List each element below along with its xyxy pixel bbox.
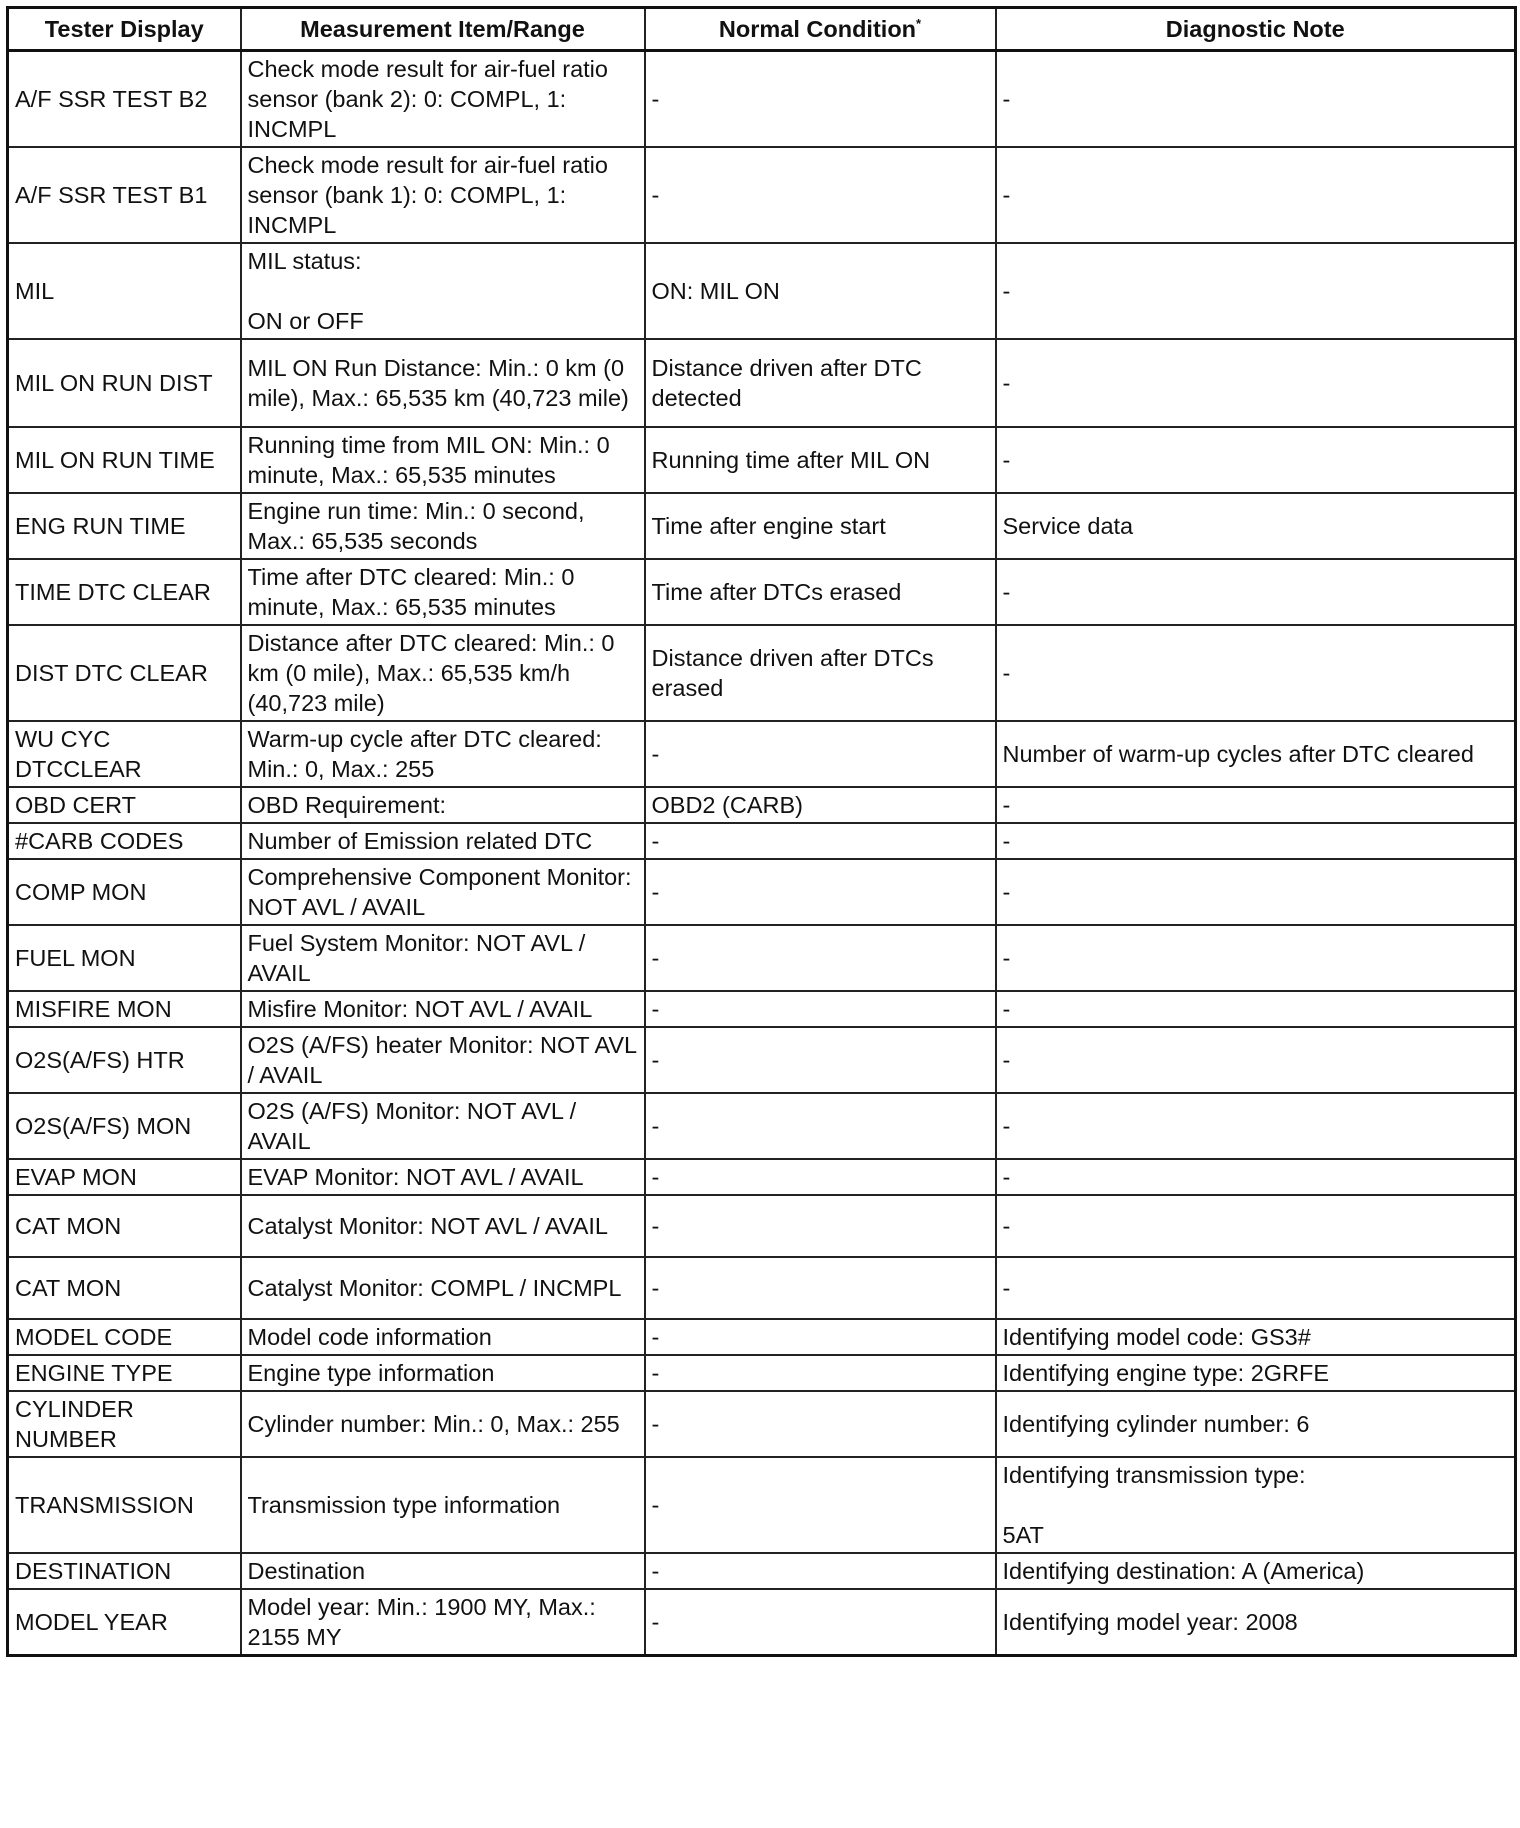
cell-normal-condition (645, 1195, 996, 1257)
cell-measurement-range (241, 1589, 645, 1656)
cell-normal-condition (645, 1391, 996, 1457)
cell-diagnostic-note (996, 51, 1516, 148)
cell-measurement-range-text: Warm-up cycle after DTC cleared: Min.: 0, Max.: 255 (247, 726, 602, 782)
cell-measurement-range-text: O2S (A/FS) heater Monitor: NOT AVL / AVAIL (247, 1032, 637, 1088)
cell-diagnostic-note-text: - (1002, 370, 1011, 396)
cell-measurement-range-text: Running time from MIL ON: Min.: 0 minute, Max.: 65,535 minutes (247, 432, 610, 488)
header-normal-condition (645, 8, 996, 51)
table-row (8, 925, 1516, 991)
cell-measurement-range-text: Engine type information (247, 1360, 495, 1386)
cell-normal-condition-text: Running time after MIL ON (651, 447, 931, 473)
cell-normal-condition-text: ON: MIL ON (651, 278, 780, 304)
cell-diagnostic-note-text: - (1002, 86, 1011, 112)
table-row (8, 625, 1516, 721)
cell-measurement-range-text: Misfire Monitor: NOT AVL / AVAIL (247, 996, 593, 1022)
header-tester-display: Tester Display (8, 8, 241, 51)
cell-measurement-range (241, 147, 645, 243)
cell-tester-display-text: WU CYC DTCCLEAR (15, 726, 142, 782)
cell-measurement-range (241, 1355, 645, 1391)
cell-measurement-range-text: Model year: Min.: 1900 MY, Max.: 2155 MY (247, 1594, 596, 1650)
cell-normal-condition (645, 339, 996, 427)
cell-diagnostic-note-text: - (1002, 447, 1011, 473)
cell-normal-condition (645, 859, 996, 925)
cell-tester-display (8, 925, 241, 991)
cell-measurement-range (241, 493, 645, 559)
cell-diagnostic-note-text: - (1002, 182, 1011, 208)
cell-tester-display-text: OBD CERT (15, 792, 136, 818)
cell-tester-display (8, 1391, 241, 1457)
cell-normal-condition-text: - (651, 1213, 660, 1239)
table-header-row (8, 8, 1516, 51)
cell-tester-display (8, 1457, 241, 1553)
cell-tester-display (8, 1589, 241, 1656)
table-row (8, 493, 1516, 559)
cell-measurement-range (241, 1195, 645, 1257)
cell-normal-condition-text: Distance driven after DTC detected (651, 355, 922, 411)
cell-measurement-range (241, 243, 645, 339)
footnote-mark: * (916, 16, 922, 32)
cell-tester-display-text: EVAP MON (15, 1164, 137, 1190)
table-row (8, 1319, 1516, 1355)
cell-diagnostic-note-text: - (1002, 1213, 1011, 1239)
cell-diagnostic-note-text: Identifying destination: A (America) (1002, 1558, 1365, 1584)
cell-tester-display (8, 721, 241, 787)
table-row (8, 51, 1516, 148)
cell-measurement-range (241, 339, 645, 427)
cell-measurement-range (241, 1257, 645, 1319)
cell-diagnostic-note (996, 559, 1516, 625)
cell-diagnostic-note-text: - (1002, 579, 1011, 605)
cell-diagnostic-note-text: Service data (1002, 513, 1134, 539)
cell-diagnostic-note (996, 493, 1516, 559)
cell-normal-condition-text: - (651, 1164, 660, 1190)
cell-tester-display-text: O2S(A/FS) MON (15, 1113, 192, 1139)
cell-normal-condition-text: - (651, 1360, 660, 1386)
cell-diagnostic-note-text: Identifying model code: GS3# (1002, 1324, 1311, 1350)
cell-normal-condition (645, 1159, 996, 1195)
cell-measurement-range (241, 559, 645, 625)
cell-diagnostic-note-text: - (1002, 828, 1011, 854)
cell-diagnostic-note (996, 625, 1516, 721)
cell-diagnostic-note (996, 1355, 1516, 1391)
cell-tester-display (8, 427, 241, 493)
cell-normal-condition-text: - (651, 1411, 660, 1437)
table-row (8, 147, 1516, 243)
cell-normal-condition (645, 51, 996, 148)
cell-diagnostic-note-text: - (1002, 879, 1011, 905)
cell-diagnostic-note (996, 427, 1516, 493)
cell-normal-condition-text: - (651, 1492, 660, 1518)
cell-tester-display-text: #CARB CODES (15, 828, 184, 854)
cell-measurement-range (241, 859, 645, 925)
cell-diagnostic-note-text: - (1002, 1047, 1011, 1073)
cell-tester-display (8, 625, 241, 721)
cell-diagnostic-note (996, 1589, 1516, 1656)
cell-diagnostic-note (996, 1027, 1516, 1093)
cell-measurement-range-text: O2S (A/FS) Monitor: NOT AVL / AVAIL (247, 1098, 577, 1154)
cell-normal-condition (645, 1319, 996, 1355)
cell-normal-condition-text: OBD2 (CARB) (651, 792, 803, 818)
cell-tester-display-text: TIME DTC CLEAR (15, 579, 211, 605)
cell-tester-display-text: MIL ON RUN DIST (15, 370, 213, 396)
cell-normal-condition (645, 559, 996, 625)
cell-measurement-range (241, 787, 645, 823)
cell-normal-condition (645, 925, 996, 991)
cell-diagnostic-note-text: - (1002, 278, 1011, 304)
cell-measurement-range-text: Distance after DTC cleared: Min.: 0 km (0 mile), Max.: 65,535 km/h (40,723 mile) (247, 630, 615, 716)
cell-measurement-range (241, 1553, 645, 1589)
cell-normal-condition-text: - (651, 86, 660, 112)
cell-tester-display (8, 243, 241, 339)
table-row (8, 1391, 1516, 1457)
cell-diagnostic-note (996, 925, 1516, 991)
cell-normal-condition-text: - (651, 945, 660, 971)
cell-tester-display-text: TRANSMISSION (15, 1492, 194, 1518)
table-row (8, 1159, 1516, 1195)
cell-normal-condition (645, 787, 996, 823)
cell-normal-condition-text: - (651, 1113, 660, 1139)
cell-normal-condition-text: Time after DTCs erased (651, 579, 902, 605)
cell-normal-condition-text: - (651, 828, 660, 854)
cell-measurement-range (241, 823, 645, 859)
cell-diagnostic-note (996, 1159, 1516, 1195)
cell-normal-condition-text: - (651, 182, 660, 208)
cell-tester-display-text: CAT MON (15, 1213, 122, 1239)
data-list-table (6, 6, 1517, 1657)
cell-normal-condition (645, 493, 996, 559)
cell-tester-display (8, 1319, 241, 1355)
cell-measurement-range-text: Model code information (247, 1324, 492, 1350)
cell-diagnostic-note-text: - (1002, 945, 1011, 971)
cell-tester-display (8, 51, 241, 148)
cell-tester-display-text: MIL ON RUN TIME (15, 447, 215, 473)
cell-diagnostic-note (996, 243, 1516, 339)
cell-measurement-range (241, 991, 645, 1027)
cell-diagnostic-note (996, 147, 1516, 243)
cell-diagnostic-note (996, 1553, 1516, 1589)
cell-diagnostic-note-text: - (1002, 1275, 1011, 1301)
cell-diagnostic-note-text: Identifying model year: 2008 (1002, 1609, 1298, 1635)
cell-tester-display (8, 1159, 241, 1195)
cell-tester-display (8, 559, 241, 625)
cell-diagnostic-note-text: - (1002, 792, 1011, 818)
cell-diagnostic-note (996, 1093, 1516, 1159)
cell-tester-display (8, 1195, 241, 1257)
cell-measurement-range-text: Check mode result for air-fuel ratio sensor (bank 2): 0: COMPL, 1: INCMPL (247, 56, 608, 142)
table-row (8, 859, 1516, 925)
header-measurement-item: Measurement Item/Range (241, 8, 645, 51)
cell-tester-display-text: O2S(A/FS) HTR (15, 1047, 185, 1073)
cell-tester-display-text: MISFIRE MON (15, 996, 172, 1022)
cell-diagnostic-note (996, 991, 1516, 1027)
cell-tester-display-text: DESTINATION (15, 1558, 172, 1584)
cell-normal-condition (645, 991, 996, 1027)
cell-normal-condition (645, 625, 996, 721)
cell-measurement-range (241, 1319, 645, 1355)
cell-diagnostic-note-text: Identifying engine type: 2GRFE (1002, 1360, 1330, 1386)
table-row (8, 339, 1516, 427)
cell-measurement-range (241, 721, 645, 787)
cell-normal-condition (645, 1027, 996, 1093)
cell-normal-condition (645, 721, 996, 787)
cell-normal-condition (645, 1093, 996, 1159)
cell-diagnostic-note (996, 339, 1516, 427)
cell-tester-display (8, 1257, 241, 1319)
cell-tester-display-text: ENGINE TYPE (15, 1360, 173, 1386)
cell-measurement-range-text: MIL status: ON or OFF (247, 248, 364, 334)
cell-measurement-range-text: Transmission type information (247, 1492, 561, 1518)
cell-measurement-range (241, 1391, 645, 1457)
table-row (8, 1589, 1516, 1656)
cell-tester-display-text: MIL (15, 278, 55, 304)
cell-normal-condition-text: - (651, 1275, 660, 1301)
cell-normal-condition-text: Time after engine start (651, 513, 886, 539)
cell-measurement-range (241, 1457, 645, 1553)
table-row (8, 721, 1516, 787)
cell-measurement-range-text: MIL ON Run Distance: Min.: 0 km (0 mile), Max.: 65,535 km (40,723 mile) (247, 355, 629, 411)
cell-normal-condition-text: - (651, 996, 660, 1022)
cell-normal-condition (645, 1257, 996, 1319)
cell-measurement-range-text: EVAP Monitor: NOT AVL / AVAIL (247, 1164, 584, 1190)
cell-normal-condition-text: Distance driven after DTCs erased (651, 645, 934, 701)
cell-diagnostic-note-text: Identifying cylinder number: 6 (1002, 1411, 1310, 1437)
cell-measurement-range-text: Comprehensive Component Monitor: NOT AVL / AVAIL (247, 864, 632, 920)
table-body (8, 51, 1516, 1656)
cell-tester-display (8, 859, 241, 925)
cell-tester-display-text: ENG RUN TIME (15, 513, 186, 539)
cell-diagnostic-note-text: Identifying transmission type: 5AT (1002, 1462, 1306, 1548)
cell-measurement-range (241, 1159, 645, 1195)
cell-diagnostic-note (996, 1195, 1516, 1257)
cell-normal-condition (645, 1355, 996, 1391)
cell-tester-display-text: COMP MON (15, 879, 147, 905)
table-row (8, 1093, 1516, 1159)
cell-diagnostic-note-text: - (1002, 660, 1011, 686)
table-row (8, 991, 1516, 1027)
cell-diagnostic-note-text: - (1002, 1113, 1011, 1139)
table-row (8, 243, 1516, 339)
cell-diagnostic-note (996, 1391, 1516, 1457)
header-diagnostic-note: Diagnostic Note (996, 8, 1516, 51)
table-row (8, 1355, 1516, 1391)
cell-measurement-range-text: Catalyst Monitor: NOT AVL / AVAIL (247, 1213, 608, 1239)
cell-measurement-range-text: Engine run time: Min.: 0 second, Max.: 65,535 seconds (247, 498, 585, 554)
cell-tester-display-text: FUEL MON (15, 945, 136, 971)
header-normal-condition-label: Normal Condition (718, 16, 917, 42)
cell-measurement-range (241, 625, 645, 721)
cell-normal-condition (645, 1589, 996, 1656)
cell-measurement-range (241, 925, 645, 991)
cell-tester-display (8, 147, 241, 243)
cell-normal-condition (645, 823, 996, 859)
cell-normal-condition-text: - (651, 741, 660, 767)
table-row (8, 1457, 1516, 1553)
cell-diagnostic-note (996, 823, 1516, 859)
cell-normal-condition (645, 1553, 996, 1589)
cell-measurement-range (241, 1093, 645, 1159)
table-row (8, 787, 1516, 823)
cell-tester-display-text: DIST DTC CLEAR (15, 660, 208, 686)
cell-tester-display (8, 1355, 241, 1391)
cell-tester-display (8, 991, 241, 1027)
cell-normal-condition (645, 243, 996, 339)
cell-diagnostic-note (996, 1457, 1516, 1553)
cell-tester-display (8, 1553, 241, 1589)
cell-normal-condition (645, 147, 996, 243)
cell-diagnostic-note-text: Number of warm-up cycles after DTC cleared (1002, 741, 1474, 767)
cell-tester-display (8, 493, 241, 559)
cell-tester-display (8, 1027, 241, 1093)
cell-tester-display (8, 1093, 241, 1159)
cell-normal-condition-text: - (651, 1324, 660, 1350)
table-row (8, 559, 1516, 625)
cell-measurement-range-text: Check mode result for air-fuel ratio sensor (bank 1): 0: COMPL, 1: INCMPL (247, 152, 608, 238)
cell-normal-condition-text: - (651, 1558, 660, 1584)
cell-tester-display-text: MODEL YEAR (15, 1609, 168, 1635)
cell-tester-display (8, 787, 241, 823)
cell-normal-condition-text: - (651, 879, 660, 905)
cell-measurement-range-text: Number of Emission related DTC (247, 828, 593, 854)
cell-diagnostic-note (996, 1319, 1516, 1355)
table-row (8, 1195, 1516, 1257)
cell-measurement-range (241, 51, 645, 148)
cell-diagnostic-note (996, 787, 1516, 823)
table-row (8, 1027, 1516, 1093)
table-row (8, 1553, 1516, 1589)
cell-measurement-range-text: Fuel System Monitor: NOT AVL / AVAIL (247, 930, 586, 986)
cell-tester-display (8, 339, 241, 427)
cell-tester-display-text: A/F SSR TEST B1 (15, 182, 208, 208)
cell-measurement-range-text: Destination (247, 1558, 366, 1584)
cell-normal-condition-text: - (651, 1047, 660, 1073)
cell-diagnostic-note (996, 1257, 1516, 1319)
cell-tester-display (8, 823, 241, 859)
cell-diagnostic-note (996, 721, 1516, 787)
cell-diagnostic-note (996, 859, 1516, 925)
cell-tester-display-text: CAT MON (15, 1275, 122, 1301)
cell-tester-display-text: MODEL CODE (15, 1324, 173, 1350)
cell-measurement-range-text: OBD Requirement: (247, 792, 447, 818)
cell-measurement-range-text: Cylinder number: Min.: 0, Max.: 255 (247, 1411, 620, 1437)
cell-measurement-range-text: Catalyst Monitor: COMPL / INCMPL (247, 1275, 622, 1301)
cell-measurement-range (241, 427, 645, 493)
cell-measurement-range-text: Time after DTC cleared: Min.: 0 minute, Max.: 65,535 minutes (247, 564, 575, 620)
cell-normal-condition (645, 1457, 996, 1553)
table-row (8, 823, 1516, 859)
table-row (8, 427, 1516, 493)
cell-tester-display-text: CYLINDER NUMBER (15, 1396, 134, 1452)
cell-normal-condition-text: - (651, 1609, 660, 1635)
data-table-container (6, 6, 1514, 1657)
table-row (8, 1257, 1516, 1319)
cell-tester-display-text: A/F SSR TEST B2 (15, 86, 208, 112)
cell-measurement-range (241, 1027, 645, 1093)
cell-diagnostic-note-text: - (1002, 996, 1011, 1022)
cell-normal-condition (645, 427, 996, 493)
cell-diagnostic-note-text: - (1002, 1164, 1011, 1190)
